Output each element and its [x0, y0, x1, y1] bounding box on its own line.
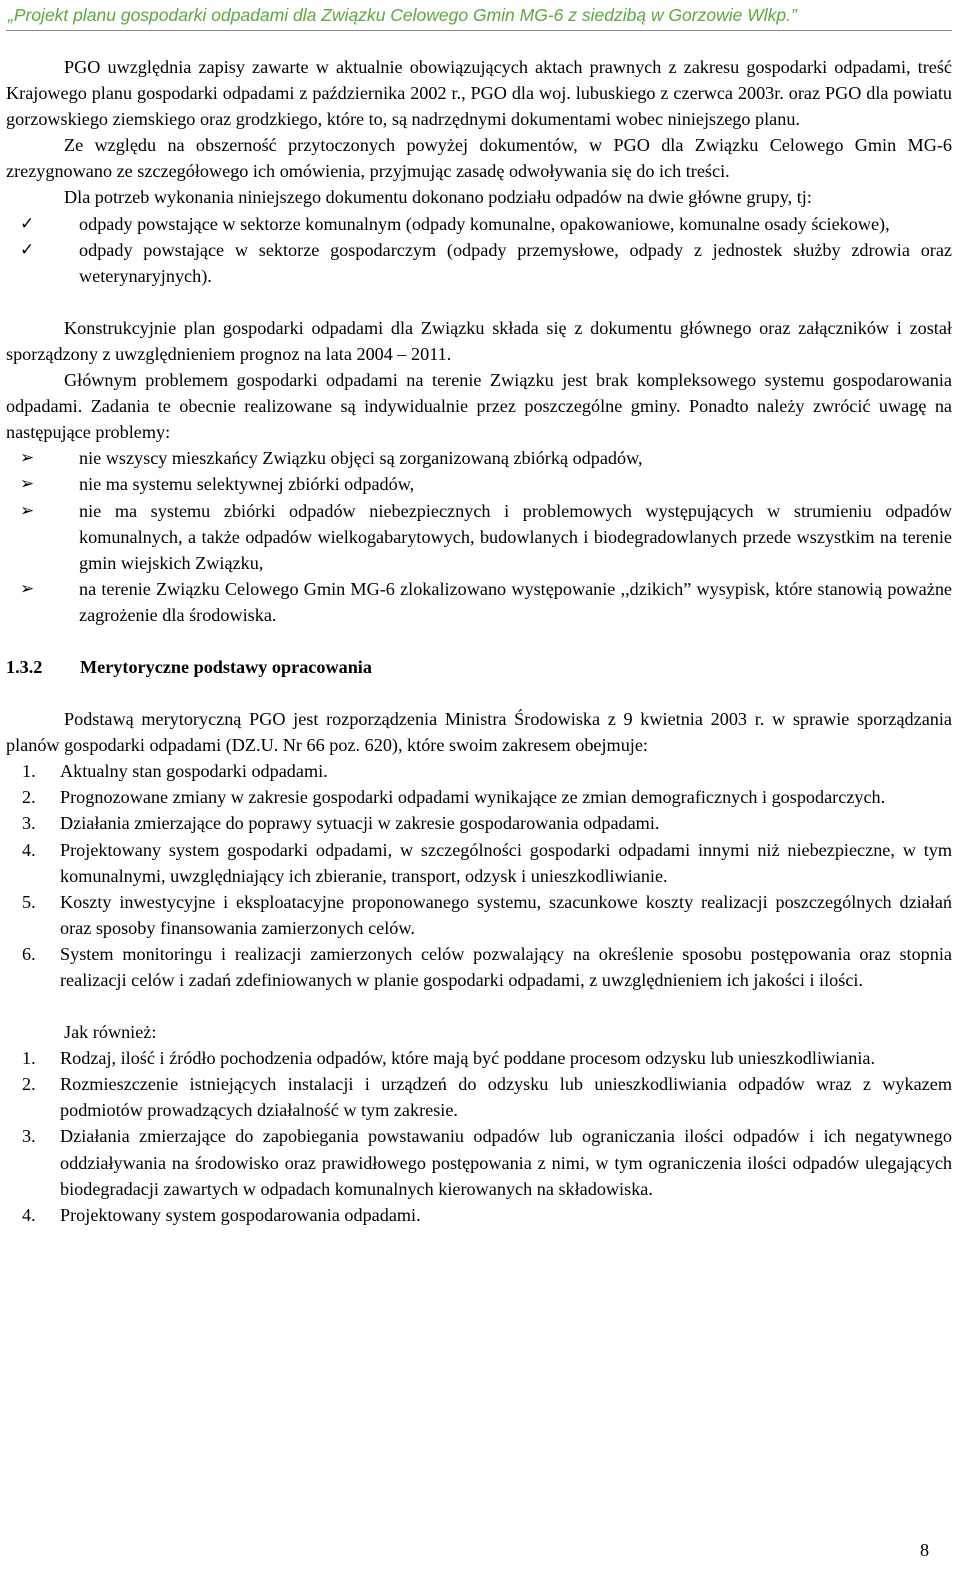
list-number: 3. [22, 813, 36, 834]
arrow-bullet-icon: ➢ [20, 448, 35, 469]
arrow-bullet-icon: ➢ [20, 578, 35, 599]
paragraph: Podstawą merytoryczną PGO jest rozporządzenia Ministra Środowiska z 9 kwietnia 2003 r. w sprawie sporządzania planów gospodarki odpadami (DZ.U. Nr 66 poz. 620), które swoim zakresem obejmuje: [6, 709, 952, 756]
list-item-text: Projektowany system gospodarki odpadami, w szczególności gospodarki odpadami innymi niż niebezpieczne, w tym komunalnymi, uwzględniający ich zbieranie, transport, odzysk i unieszkodliwianie. [60, 839, 952, 886]
list-item [6, 889, 952, 941]
list-number: 4. [22, 1204, 36, 1225]
page-header: „Projekt planu gospodarki odpadami dla Związku Celowego Gmin MG-6 z siedzibą w Gorzowie Wlkp.” [8, 5, 797, 25]
list-item [6, 784, 952, 810]
list-item-text: odpady powstające w sektorze gospodarczym (odpady przemysłowe, odpady z jednostek służby zdrowia oraz weterynaryjnych). [79, 239, 952, 286]
list-number: 6. [22, 943, 36, 964]
document-body [6, 54, 952, 1228]
list-number: 1. [22, 1048, 36, 1069]
checkmark-icon: ✓ [20, 213, 35, 234]
list-number: 2. [22, 1074, 36, 1095]
list-number: 3. [22, 1126, 36, 1147]
list-item [6, 837, 952, 889]
list-item-text: Koszty inwestycyjne i eksploatacyjne proponowanego systemu, szacunkowe koszty realizacji poszczególnych działań oraz sposoby finansowania zamierzonych celów. [60, 891, 952, 938]
list-item-text: na terenie Związku Celowego Gmin MG-6 zlokalizowano występowanie ,,dzikich” wysypisk, które stanowią poważne zagrożenie dla środowiska. [79, 578, 952, 625]
list-item-text: Działania zmierzające do poprawy sytuacji w zakresie gospodarowania odpadami. [60, 813, 660, 834]
paragraph: PGO uwzględnia zapisy zawarte w aktualnie obowiązujących aktach prawnych z zakresu gospodarki odpadami, treść Krajowego planu gospodarki odpadami z października 2002 r., PGO dla woj. lubuskiego z czerwca 2003r. oraz PGO dla powiatu gorzowskiego ziemskiego oraz grodzkiego, które to, są nadrzędnymi dokumentami wobec niniejszego planu. [6, 57, 952, 130]
arrow-bullet-icon: ➢ [20, 474, 35, 495]
list-item-text: System monitoringu i realizacji zamierzonych celów pozwalający na określenie sposobu postępowania oraz stopnia realizacji celów i zadań zdefiniowanych w planie gospodarki odpadami, z uwzględnieniem ich jakości i ilości. [60, 943, 952, 990]
list-number: 1. [22, 761, 36, 782]
list-number: 2. [22, 787, 36, 808]
header-rule [6, 30, 952, 31]
paragraph: Jak również: [64, 1022, 157, 1043]
paragraph: Dla potrzeb wykonania niniejszego dokumentu dokonano podziału odpadów na dwie główne grupy, tj: [64, 187, 812, 208]
list-item [6, 471, 952, 497]
paragraph: Ze względu na obszerność przytoczonych powyżej dokumentów, w PGO dla Związku Celowego Gmin MG-6 zrezygnowano ze szczegółowego ich omówienia, przyjmując zasadę odwoływania się do ich treści. [6, 135, 952, 182]
list-item-text: Rodzaj, ilość i źródło pochodzenia odpadów, które mają być poddane procesom odzysku lub unieszkodliwiania. [60, 1048, 876, 1069]
list-item-text: Projektowany system gospodarowania odpadami. [60, 1204, 421, 1225]
paragraph: Konstrukcyjnie plan gospodarki odpadami dla Związku składa się z dokumentu głównego oraz załączników i został sporządzony z uwzględnieniem prognoz na lata 2004 – 2011. [6, 317, 952, 364]
list-item [6, 810, 952, 836]
section-number: 1.3.2 [6, 656, 43, 677]
list-item-text: nie wszyscy mieszkańcy Związku objęci są zorganizowaną zbiórką odpadów, [79, 448, 643, 469]
section-title: Merytoryczne podstawy opracowania [80, 656, 372, 677]
list-item-text: Aktualny stan gospodarki odpadami. [60, 761, 328, 782]
page-number: 8 [920, 1540, 930, 1560]
list-item [6, 445, 952, 471]
list-item [6, 1045, 952, 1071]
list-item [6, 1123, 952, 1201]
list-item [6, 211, 952, 237]
section-heading [6, 654, 952, 680]
paragraph: Głównym problemem gospodarki odpadami na terenie Związku jest brak kompleksowego systemu gospodarowania odpadami. Zadania te obecnie realizowane są indywidualnie przez poszczególne gminy. Ponadto należy zwrócić uwagę na następujące problemy: [6, 370, 952, 443]
list-item-text: Rozmieszczenie istniejących instalacji i urządzeń do odzysku lub unieszkodliwiania odpadów wraz z wykazem podmiotów prowadzących działalność w tym zakresie. [60, 1074, 952, 1121]
list-number: 4. [22, 839, 36, 860]
list-item-text: nie ma systemu zbiórki odpadów niebezpiecznych i problemowych występujących w strumieniu odpadów komunalnych, a także odpadów wielkogabarytowych, budowlanych i biodegradowlanych przede wszystkim na terenie gmin wiejskich Związku, [79, 500, 952, 573]
list-item [6, 498, 952, 576]
list-item-text: Prognozowane zmiany w zakresie gospodarki odpadami wynikające ze zmian demograficznych i gospodarczych. [60, 787, 886, 808]
list-item-text: Działania zmierzające do zapobiegania powstawaniu odpadów lub ograniczania ilości odpadów i ich negatywnego oddziaływania na środowisko oraz prawidłowego postępowania z nimi, w tym ograniczenia ilości odpadów ulegających biodegradacji zawartych w odpadach komunalnych kierowanych na składowiska. [60, 1126, 952, 1199]
list-item-text: nie ma systemu selektywnej zbiórki odpadów, [79, 474, 415, 495]
list-item [6, 758, 952, 784]
list-number: 5. [22, 891, 36, 912]
list-item [6, 1202, 952, 1228]
list-item [6, 941, 952, 993]
list-item [6, 237, 952, 289]
checkmark-icon: ✓ [20, 239, 35, 260]
arrow-bullet-icon: ➢ [20, 500, 35, 521]
list-item-text: odpady powstające w sektorze komunalnym (odpady komunalne, opakowaniowe, komunalne osady ściekowe), [79, 213, 890, 234]
list-item [6, 576, 952, 628]
list-item [6, 1071, 952, 1123]
